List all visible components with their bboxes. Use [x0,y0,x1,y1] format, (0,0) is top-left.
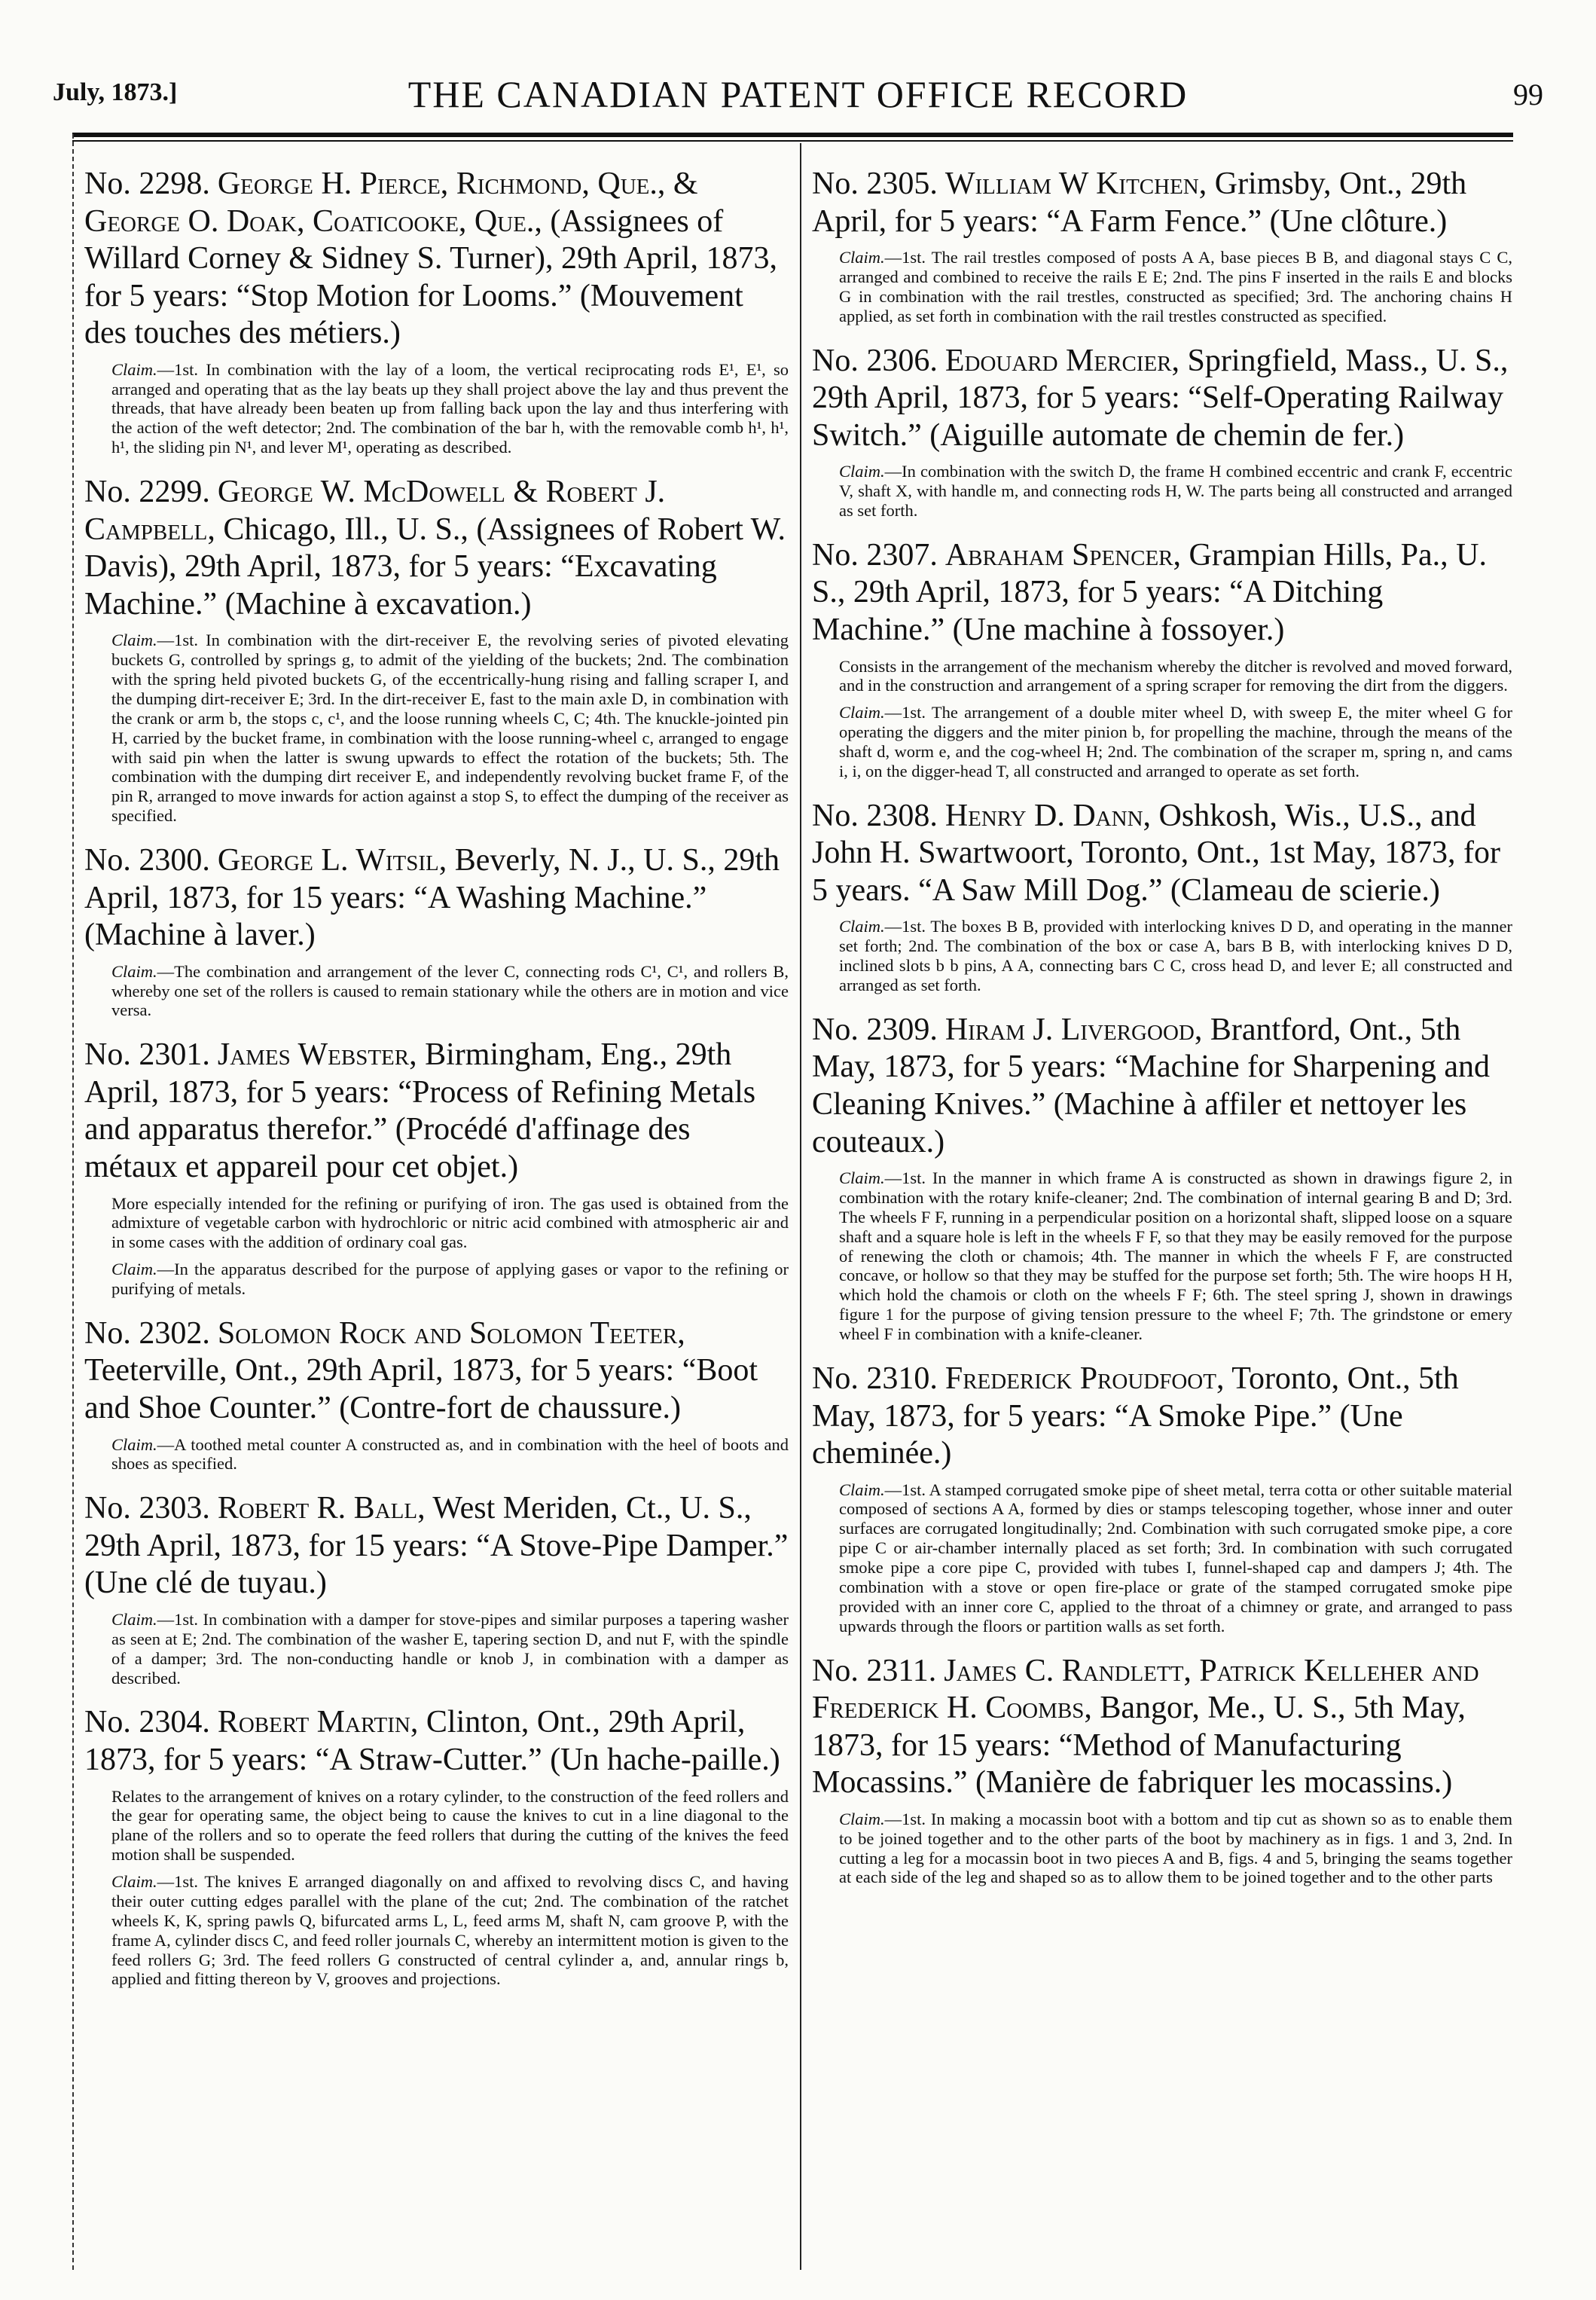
patentee-names: George L. Witsil, [217,843,447,878]
paragraph-text: —1st. In the manner in which frame A is constructed as shown in drawings figure 2, in combination with the rotary knife-cleaner; 2nd. The combination of internal gearing B and D; 3rd. The wheels F F, running in a perpendicular position on a horizontal shaft, slipped loose on a square shaft and a square hole is left in the wheels F F, so that they may be easily removed for the purpose of renewing the cloth or chamois; 4th. The manner in which the wheels F F, are constructed concave, or hollow so that they may be stuffed for the purpose set forth; 5th. The wire hoops H H, which hold the chamois or cloth on the wheels F F; 6th. The steel spring J, shown in drawings figure 1 for the purpose of giving tension pressure to the wheel F; 7th. The grindstone or emery wheel F in combination with a knife-cleaner. [839,1168,1512,1344]
claim-label: Claim. [839,1480,885,1499]
patent-entry [84,1315,789,1474]
patent-entry [812,166,1512,326]
description-paragraph [84,1194,789,1253]
patent-heading [812,166,1512,240]
paragraph-text: —In combination with the switch D, the frame H combined eccentric and crank F, eccentric V, shaft X, with handle m, and connecting rods H, W. The parts being all constructed and arranged as set forth. [839,462,1512,520]
description-paragraph [84,1787,789,1865]
claim-paragraph [84,962,789,1021]
patent-number: No. 2303. [84,1491,210,1526]
patent-heading [812,1653,1512,1802]
patent-entry [84,1704,789,1989]
claim-paragraph [812,703,1512,781]
claim-label: Claim. [111,359,157,379]
patent-details: Springfield, Mass., U. S., 29th April, 1873, for 5 years: “Self-Operating Railway Switch.” (Aiguille automate de chemin de fer.) [812,343,1509,453]
patent-heading [812,537,1512,649]
paragraph-text: —1st. In making a mocassin boot with a bottom and tip cut as shown so as to enable them to be joined together and to the other parts of the boot by machinery as in figs. 1 and 3, 2nd. In cutting a leg for a mocassin boot in two pieces A and B, figs. 4 and 5, bringing the seams together at each side of the leg and shaped so as to allow them to be joined together and to the other parts [839,1809,1512,1887]
patent-details: Birmingham, Eng., 29th April, 1873, for 5 years: “Process of Refining Metals and apparatus therefor.” (Procédé d'affinage des métaux et appareil pour cet objet.) [84,1037,756,1184]
patent-details: Grimsby, Ont., 29th April, for 5 years: “A Farm Fence.” (Une clôture.) [812,166,1467,239]
publication-title: THE CANADIAN PATENT OFFICE RECORD [407,73,1189,115]
patent-heading [84,1490,789,1602]
paragraph-text: —1st. In combination with the dirt-receiver E, the revolving series of pivoted elevating buckets G, controlled by springs g, to admit of the yielding of the buckets; 2nd. The combination with the spring held pivoted buckets G, of the eccentrically-hung rising and falling scraper I, and the dumping dirt-receiver E; 3rd. In the dirt-receiver E, fast to the main axle D, in combination with the crank or arm b, the stops c, c¹, and the loose running wheels C, C; 4th. The knuckle-jointed pin H, carried by the bucket frame, in combination with the loose running-wheel c, arranged to engage with said pin when the latter is swung upwards to effect the rotation of the buckets; 5th. The combination with the dumping dirt receiver E, and independently revolving bucket frame F, of the pin R, arranged to move inwards for action against a stop S, to effect the dumping of the receiver as specified. [111,631,789,826]
patentee-names: James C. Randlett, Patrick Kelleher and Frederick H. Coombs, [812,1653,1479,1726]
claim-paragraph [84,360,789,457]
patent-number: No. 2300. [84,843,210,878]
patent-number: No. 2299. [84,475,210,510]
patent-heading [84,474,789,623]
patent-number: No. 2311. [812,1653,937,1688]
patent-details: Chicago, Ill., U. S., (Assignees of Robert W. Davis), 29th April, 1873, for 5 years: “Excavating Machine.” (Machine à excavation.) [84,512,786,622]
header-rule [72,133,1513,137]
paragraph-text: —1st. The knives E arranged diagonally on and affixed to revolving discs C, and having their outer cutting edges parallel with the plane of the cut; 2nd. The combination of the ratchet wheels K, K, spring pawls Q, bifurcated arms L, L, feed arms M, shaft N, cam groove P, with the frame A, cylinder discs C, and feed roller journals C, whereby an intermittent motion is given to the feed rollers G; 3rd. The feed rollers G constructed of central cylinder a, and, annular rings b, applied and fitting thereon by V, grooves and projections. [111,1872,789,1989]
patent-entry [84,166,789,457]
claim-paragraph [812,917,1512,995]
patentee-names: Abraham Spencer, [944,537,1182,573]
patent-entry [812,1361,1512,1636]
patent-heading [84,1704,789,1779]
patent-entry [812,537,1512,781]
claim-label: Claim. [839,703,885,722]
patentee-names: George W. McDowell & Robert J. Campbell, [84,475,666,547]
claim-label: Claim. [839,1168,885,1188]
patent-heading [812,343,1512,455]
left-margin-rule [72,134,74,2270]
patent-heading [812,1012,1512,1161]
patent-heading [84,1037,789,1186]
patent-entry [812,1653,1512,1888]
patent-details: Teeterville, Ont., 29th April, 1873, for 5 years: “Boot and Shoe Counter.” (Contre-fort de chaussure.) [84,1353,758,1425]
patentee-names: Hiram J. Livergood, [944,1012,1203,1047]
paragraph-text: More especially intended for the refining or purifying of iron. The gas used is obtained from the admixture of vegetable carbon with hydrochloric or nitric acid combined with atmospheric air and in some cases with the addition of ordinary coal gas. [111,1193,789,1252]
patent-details: Grampian Hills, Pa., U. S., 29th April, 1873, for 5 years: “A Ditching Machine.” (Une machine à fossoyer.) [812,537,1487,647]
patent-entry [812,798,1512,995]
claim-paragraph [812,1168,1512,1344]
claim-label: Claim. [111,961,157,981]
patent-heading [84,1315,789,1428]
patent-entry [84,842,789,1020]
paragraph-text: —1st. A stamped corrugated smoke pipe of sheet metal, terra cotta or other suitable material composed of sections A A, formed by dies or stamps telescoping together, whose inner and outer surfaces are corrugated longitudinally; 2nd. Combination with such corrugated smoke pipe, a core pipe C or air-chamber internally placed as set forth; 3rd. In combination with such corrugated smoke pipe a core pipe C, provided with tubes I, funnel-shaped cap and dampers J; 4th. The combination with a stove or open fire-place or grate of the stamped corrugated smoke pipe provided with an inner core C, applied to the throat of a chimney or grate, and arranged to pass upwards through the floors or partition walls as set forth. [839,1480,1512,1636]
claim-label: Claim. [111,1872,157,1891]
patent-number: No. 2307. [812,537,938,573]
claim-label: Claim. [111,1260,157,1279]
patent-number: No. 2301. [84,1037,210,1073]
claim-paragraph [84,1260,789,1299]
patentee-names: Robert R. Ball, [217,1491,426,1526]
patent-number: No. 2298. [84,166,210,201]
patentee-names: Edouard Mercier, [944,343,1180,378]
patent-number: No. 2309. [812,1012,938,1047]
claim-paragraph [812,248,1512,326]
paragraph-text: —1st. The boxes B B, provided with interlocking knives D D, and operating in the manner set forth; 2nd. The combination of the box or case A, bars B B, with interlocking knives D D, inclined slots b b pins, A A, connecting bars C C, cross head D, and lever E; all constructed and arranged as set forth. [839,917,1512,995]
claim-paragraph [84,1872,789,1989]
patent-heading [812,798,1512,910]
patent-entry [84,1490,789,1688]
claim-paragraph [84,1610,789,1688]
paragraph-text: Consists in the arrangement of the mechanism whereby the ditcher is revolved and moved forward, and in the construction and arrangement of a spring scraper for removing the dirt from the diggers. [839,656,1512,695]
paragraph-text: —The combination and arrangement of the lever C, connecting rods C¹, C¹, and rollers B, whereby one set of the rollers is caused to remain stationary while the others are in motion and vice versa. [111,961,789,1020]
paragraph-text: —A toothed metal counter A constructed as, and in combination with the heel of boots and shoes as specified. [111,1434,789,1474]
claim-paragraph [812,1480,1512,1636]
patent-details: Brantford, Ont., 5th May, 1873, for 5 years: “Machine for Sharpening and Cleaning Knives.” (Machine à affiler et nettoyer les couteaux.) [812,1012,1491,1159]
claim-paragraph [84,631,789,826]
patent-number: No. 2310. [812,1361,938,1396]
claim-label: Claim. [111,1609,157,1629]
claim-paragraph [812,462,1512,521]
patent-heading [84,842,789,955]
patent-details: West Meriden, Ct., U. S., 29th April, 1873, for 15 years: “A Stove-Pipe Damper.” (Une clé de tuyau.) [84,1491,789,1601]
claim-label: Claim. [839,917,885,936]
page-number: 99 [1513,78,1543,111]
patent-details: (Assignees of Willard Corney & Sidney S. Turner), 29th April, 1873, for 5 years: “Stop Motion for Looms.” (Mouvement des touches des métiers.) [84,203,777,351]
paragraph-text: —1st. In combination with a damper for stove-pipes and similar purposes a tapering washer as seen at E; 2nd. The combination of the washer E, tapering section D, and nut F, with the spindle of a damper; 3rd. The non-conducting handle or knob J, in combination with a damper as described. [111,1609,789,1688]
patentee-names: Henry D. Dann, [944,798,1152,833]
patent-number: No. 2302. [84,1315,210,1351]
patent-details: Clinton, Ont., 29th April, 1873, for 5 years: “A Straw-Cutter.” (Un hache-paille.) [84,1705,780,1777]
patent-heading [812,1361,1512,1473]
column-divider [800,143,801,2270]
patentee-names: William W Kitchen, [944,166,1207,201]
paragraph-text: Relates to the arrangement of knives on a rotary cylinder, to the construction of the feed rollers and the gear for operating same, the object being to cause the knives to cut in a line diagonal to the plane of the rollers and so to operate the feed rollers that during the cutting of the knives the feed motion shall be suspended. [111,1786,789,1865]
patent-number: No. 2304. [84,1705,210,1740]
patentee-names: Frederick Proudfoot, [944,1361,1225,1396]
patent-details: Toronto, Ont., 5th May, 1873, for 5 years: “A Smoke Pipe.” (Une cheminée.) [812,1361,1459,1471]
paragraph-text: —1st. In combination with the lay of a loom, the vertical reciprocating rods E¹, E¹, so arranged and operating that as the lay beats up they shall project above the lay and thus prevent the threads, that have already been beaten up from falling back upon the lay and thus interfering with the action of the weft detector; 2nd. The combination of the bar h, with the removable comb h¹, h¹, h¹, the sliding pin N¹, and lever M¹, operating as described. [111,359,789,457]
patent-number: No. 2308. [812,798,938,833]
claim-label: Claim. [111,631,157,650]
patent-details: Beverly, N. J., U. S., 29th April, 1873, for 15 years: “A Washing Machine.” (Machine à laver.) [84,843,780,953]
paragraph-text: —In the apparatus described for the purpose of applying gases or vapor to the refining or purifying of metals. [111,1260,789,1298]
patentee-names: James Webster, [217,1037,417,1073]
claim-label: Claim. [839,248,885,267]
issue-date: July, 1873.] [53,78,178,106]
patent-entry [812,343,1512,521]
claim-label: Claim. [111,1434,157,1454]
header-rule-thin [72,140,1513,142]
patent-number: No. 2305. [812,166,938,201]
claim-paragraph [812,1810,1512,1888]
right-column [812,166,1512,1904]
patent-heading [84,166,789,353]
paragraph-text: —1st. The rail trestles composed of posts A A, base pieces B B, and diagonal stays C C, arranged and combined to receive the rails E E; 2nd. The pins F inserted in the rails E and blocks G in combination with the rail trestles, constructed as specified; 3rd. The anchoring chains H applied, as set forth in combination with the rail trestles constructed as specified. [839,248,1512,325]
claim-paragraph [84,1435,789,1474]
patent-entry [84,474,789,826]
page-header [53,72,1543,125]
patent-number: No. 2306. [812,343,938,378]
left-column [84,166,789,2005]
claim-label: Claim. [839,1809,885,1828]
patent-entry [84,1037,789,1299]
patentee-names: Robert Martin, [217,1705,419,1740]
patentee-names: George H. Pierce, Richmond, Que., & George O. Doak, Coaticooke, Que., [84,166,698,239]
patent-details: Oshkosh, Wis., U.S., and John H. Swartwoort, Toronto, Ont., 1st May, 1873, for 5 years. “A Saw Mill Dog.” (Clameau de scierie.) [812,798,1501,908]
claim-label: Claim. [839,462,885,481]
patentee-names: Solomon Rock and Solomon Teeter, [217,1315,685,1351]
paragraph-text: —1st. The arrangement of a double miter wheel D, with sweep E, the miter wheel G for operating the diggers and the miter pinion b, for propelling the machine, through the means of the shaft d, worm e, and the cog-wheel H; 2nd. The combination of the scraper m, spring n, and cams i, i, on the digger-head T, all constructed and arranged to operate as set forth. [839,703,1512,780]
patent-details: Bangor, Me., U. S., 5th May, 1873, for 15 years: “Method of Manufacturing Mocassins.” (Manière de fabriquer les mocassins.) [812,1691,1466,1801]
description-paragraph [812,657,1512,696]
patent-entry [812,1012,1512,1344]
